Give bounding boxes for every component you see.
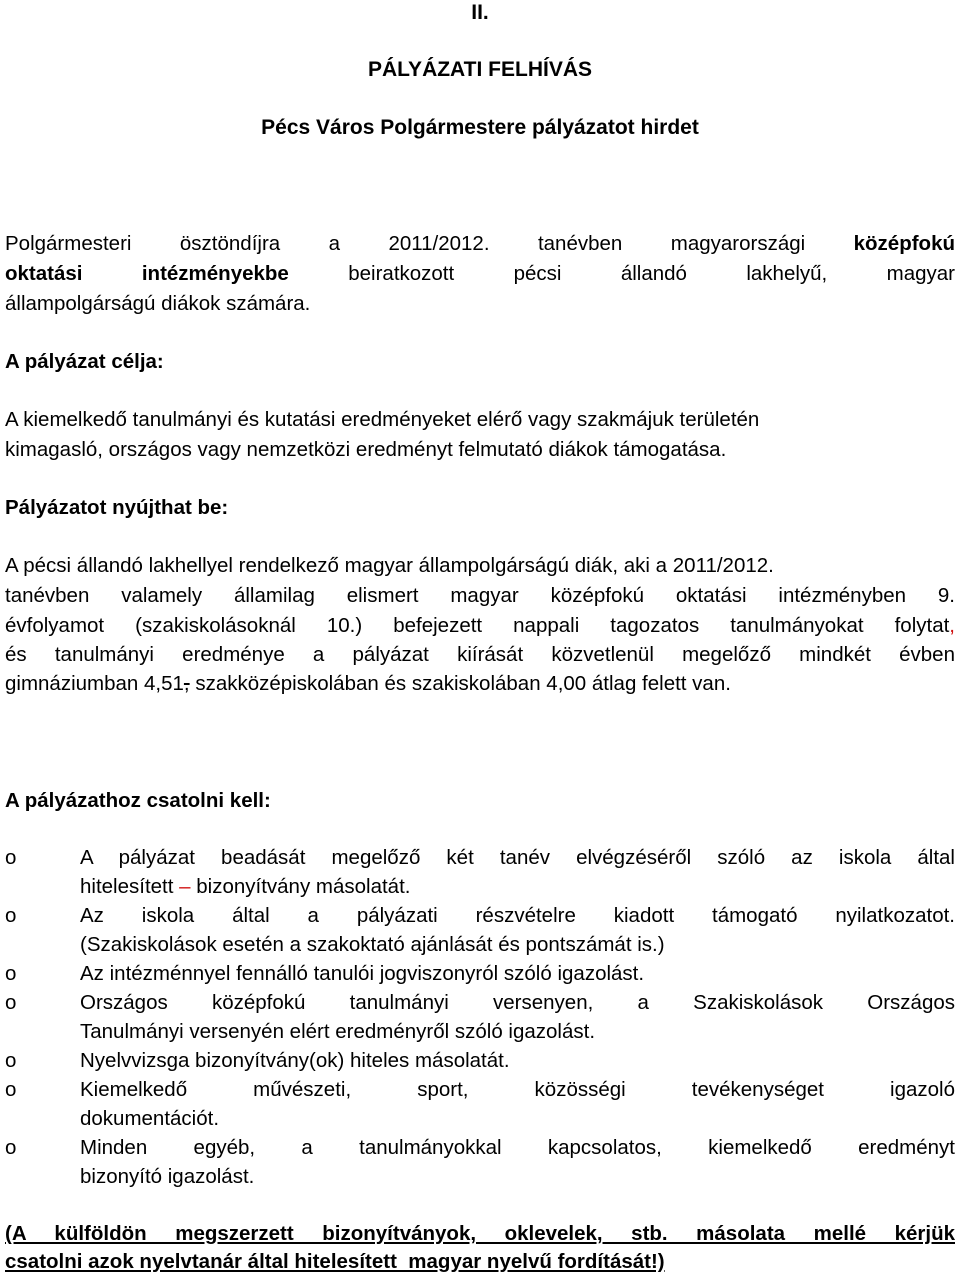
eligibility-line-3 xyxy=(5,613,955,639)
red-comma: , xyxy=(949,614,955,637)
attachments-heading: A pályázathoz csatolni kell: xyxy=(5,789,271,812)
eligibility-text: gimnáziumban 4,51 xyxy=(5,672,184,695)
bullet-marker: o xyxy=(5,962,17,985)
eligibility-text: tanévben valamely államilag elismert magyar középfokú oktatási intézményben 9. xyxy=(5,584,955,607)
bullet-marker: o xyxy=(5,904,17,927)
page-title: PÁLYÁZATI FELHÍVÁS xyxy=(367,58,593,81)
bullet-marker: o xyxy=(5,1136,17,1159)
list-item: Kiemelkedő művészeti, sport, közösségi tevékenységet igazoló xyxy=(80,1078,955,1101)
attachment-item-7 xyxy=(80,1135,955,1161)
note-line-2: csatolni azok nyelvtanár által hitelesített magyar nyelvű fordítását!) xyxy=(5,1250,665,1273)
goal-line-2: kimagasló, országos vagy nemzetközi eredményt felmutató diákok támogatása. xyxy=(5,438,727,461)
attachment-item-5: Nyelvvizsga bizonyítvány(ok) hiteles másolatát. xyxy=(80,1049,510,1072)
page-subtitle: Pécs Város Polgármestere pályázatot hirdet xyxy=(261,116,699,139)
attachment-item-7-cont: bizonyító igazolást. xyxy=(80,1165,255,1188)
attachment-item-1-cont xyxy=(80,874,955,900)
bullet-marker: o xyxy=(5,846,17,869)
attachment-item-3: Az intézménnyel fennálló tanulói jogviszonyról szóló igazolást. xyxy=(80,962,645,985)
eligibility-line-1: A pécsi állandó lakhellyel rendelkező magyar állampolgárságú diák, aki a 2011/2012. xyxy=(5,554,774,577)
eligibility-text: szakközépiskolában és szakiskolában 4,00 átlag felett van. xyxy=(189,672,731,695)
list-item: Az iskola által a pályázati részvételre kiadott támogató nyilatkozatot. xyxy=(80,904,955,927)
attachment-item-6-cont: dokumentációt. xyxy=(80,1107,220,1130)
bullet-marker: o xyxy=(5,1049,17,1072)
list-item: Országos középfokú tanulmányi versenyen, a Szakiskolások Országos xyxy=(80,991,955,1014)
goal-line-1: A kiemelkedő tanulmányi és kutatási eredményeket elérő vagy szakmájuk területén xyxy=(5,408,760,431)
list-item: A pályázat beadását megelőző két tanév elvégzéséről szóló az iskola által xyxy=(80,846,955,869)
bullet-marker: o xyxy=(5,991,17,1014)
intro-emphasis: oktatási intézményekbe xyxy=(5,262,289,285)
intro-text: beiratkozott pécsi állandó lakhelyű, magyar xyxy=(288,262,955,285)
attachment-item-4-cont: Tanulmányi versenyén elért eredményről szóló igazolást. xyxy=(80,1020,596,1043)
attachment-item-1 xyxy=(80,845,955,871)
eligibility-line-5 xyxy=(5,671,955,697)
eligibility-text: évfolyamot (szakiskolásoknál 10.) befejezett nappali tagozatos tanulmányokat folytat xyxy=(5,614,950,637)
eligibility-heading: Pályázatot nyújthat be: xyxy=(5,496,229,519)
section-number: II. xyxy=(471,1,489,24)
list-item: Minden egyéb, a tanulmányokkal kapcsolatos, kiemelkedő eredményt xyxy=(80,1136,955,1159)
note-line-1 xyxy=(5,1221,955,1247)
eligibility-line-2 xyxy=(5,583,955,609)
intro-emphasis: középfokú xyxy=(853,232,955,255)
red-dash: – xyxy=(179,875,191,898)
attachment-item-6 xyxy=(80,1077,955,1103)
bullet-marker: o xyxy=(5,1078,17,1101)
list-item: bizonyítvány másolatát. xyxy=(190,875,411,898)
attachment-item-4 xyxy=(80,990,955,1016)
eligibility-line-4 xyxy=(5,642,955,668)
note-text: (A külföldön megszerzett bizonyítványok, oklevelek, stb. másolata mellé kérjük xyxy=(5,1222,955,1245)
eligibility-text: és tanulmányi eredménye a pályázat kiírását közvetlenül megelőző mindkét évben xyxy=(5,643,955,666)
intro-text: Polgármesteri ösztöndíjra a 2011/2012. tanévben magyarországi xyxy=(5,232,854,255)
list-item: hitelesített xyxy=(80,875,180,898)
intro-line-2 xyxy=(5,261,955,287)
intro-line-3: állampolgárságú diákok számára. xyxy=(5,292,311,315)
attachment-item-2 xyxy=(80,903,955,929)
goal-heading: A pályázat célja: xyxy=(5,350,164,373)
struck-comma: , xyxy=(183,672,190,695)
attachment-item-2-cont: (Szakiskolások esetén a szakoktató ajánlását és pontszámát is.) xyxy=(80,933,665,956)
intro-line-1 xyxy=(5,231,955,257)
